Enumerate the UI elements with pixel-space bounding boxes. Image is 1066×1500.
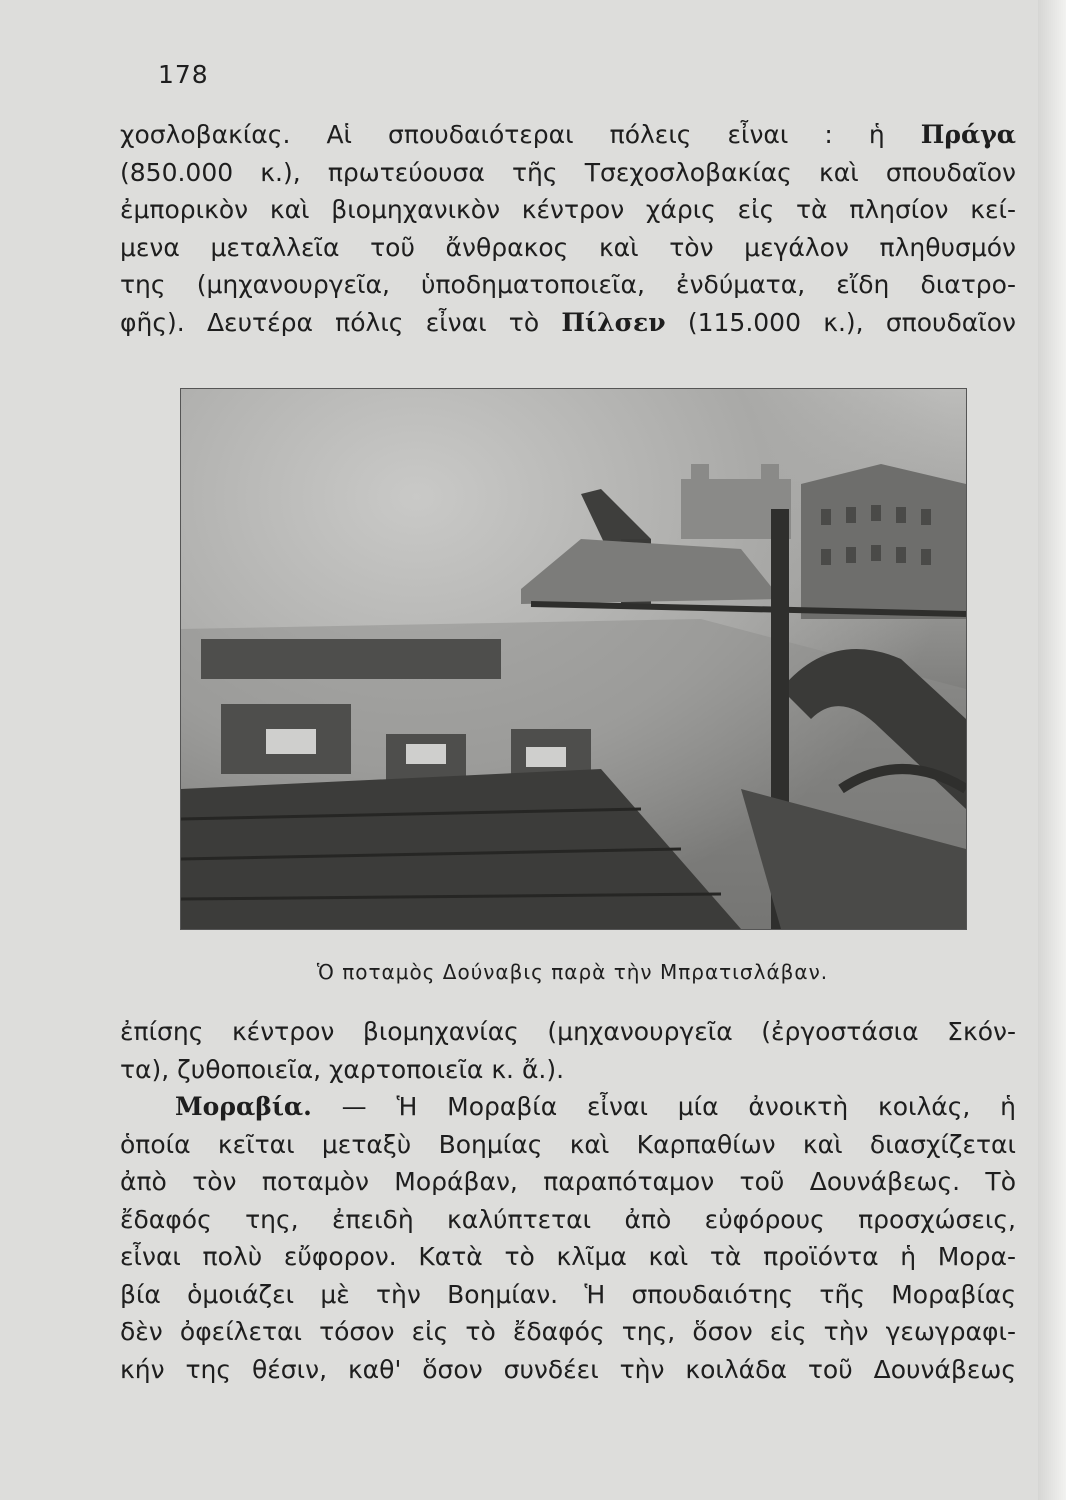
text-segment: ἐπίσης κέντρον βιομηχανίας (μηχανουργεῖα (ἐργοστάσια Σκόν- [120,1017,1016,1046]
text-segment: (115.000 κ.), σπουδαῖον [665,307,1016,337]
photo-illustration [181,389,966,929]
text-line [120,1313,1016,1351]
text-segment: ἔδαφός της, ἐπειδὴ καλύπτεται ἀπὸ εὐφόρους προσχώσεις, [120,1204,1016,1234]
bold-term: Μοραβία. [175,1092,312,1121]
text-line [120,1051,1016,1089]
text-segment: τα), ζυθοποιεῖα, χαρτοποιεῖα κ. ἄ.). [120,1054,565,1084]
text-line [120,1126,1016,1164]
text-segment: βία ὁμοιάζει μὲ τὴν Βοημίαν. Ἡ σπουδαιότης τῆς Μοραβίας [120,1279,1016,1309]
text-segment: δὲν ὀφείλεται τόσον εἰς τὸ ἔδαφός της, ὅσον εἰς τὴν γεωγραφι- [120,1317,1016,1346]
text-line [120,266,1016,304]
text-segment: (850.000 κ.), πρωτεύουσα τῆς Τσεχοσλοβακίας καὶ σπουδαῖον [120,157,1016,187]
text-segment: φῆς). Δευτέρα πόλις εἶναι τὸ [120,307,562,337]
bold-term: Πίλσεν [561,307,666,337]
text-segment: της (μηχανουργεῖα, ὑποδηματοποιεῖα, ἐνδύματα, εἴδη διατρο- [120,270,1016,299]
text-line [120,1238,1016,1276]
danube-photo [180,388,967,930]
text-line [120,1088,1016,1126]
text-line [120,191,1016,229]
text-segment: εἶναι πολὺ εὔφορον. Κατὰ τὸ κλῖμα καὶ τὰ προϊόντα ἡ Μορα- [120,1242,1016,1271]
page-edge [1038,0,1066,1500]
text-block-top [120,116,1016,341]
text-segment: χοσλοβακίας. Αἱ σπουδαιότεραι πόλεις εἶναι : ἡ [120,120,921,149]
photo-caption: Ὁ ποταμὸς Δούναβις παρὰ τὴν Μπρατισλάβαν. [316,960,829,984]
text-line [120,1276,1016,1314]
text-line [120,1201,1016,1239]
text-line [120,1163,1016,1201]
page-number: 178 [158,60,209,89]
text-line [120,229,1016,267]
text-block-bottom [120,1013,1016,1388]
text-line [120,1013,1016,1051]
text-line [120,116,1016,154]
text-segment: ὁποία κεῖται μεταξὺ Βοημίας καὶ Καρπαθίων καὶ διασχίζεται [120,1129,1016,1159]
text-line [120,1351,1016,1389]
text-segment: ἐμπορικὸν καὶ βιομηχανικὸν κέντρον χάρις εἰς τὰ πλησίον κεί- [120,195,1016,224]
text-segment: κήν της θέσιν, καθ' ὅσον συνδέει τὴν κοιλάδα τοῦ Δουνάβεως [120,1354,1016,1384]
text-line [120,154,1016,192]
text-segment: μενα μεταλλεῖα τοῦ ἄνθρακος καὶ τὸν μεγάλον πληθυσμόν [120,232,1016,262]
text-line [120,304,1016,342]
text-segment: ἀπὸ τὸν ποταμὸν Μοράβαν, παραπόταμον τοῦ Δουνάβεως. Τὸ [120,1167,1016,1196]
bold-term: Πράγα [920,120,1016,149]
text-segment: — Ἡ Μοραβία εἶναι μία ἀνοικτὴ κοιλάς, ἡ [311,1092,1016,1121]
